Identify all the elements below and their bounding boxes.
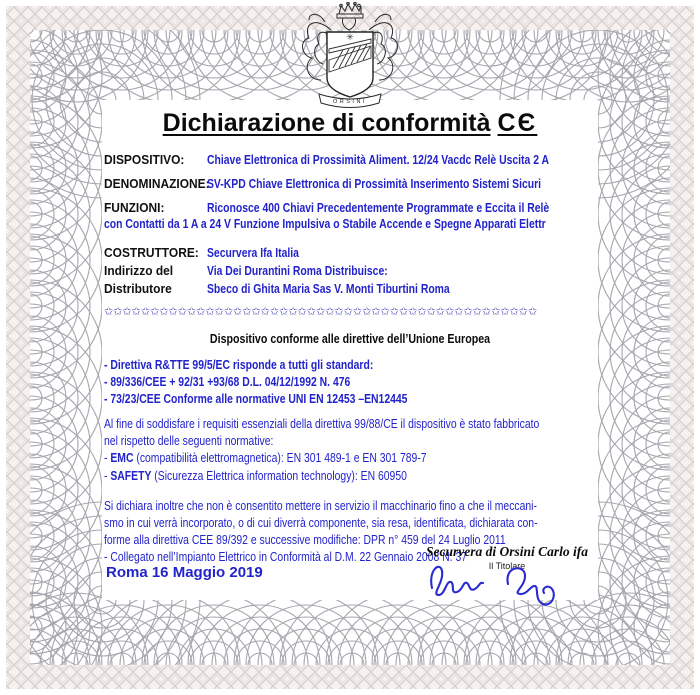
declaration-line: forme alla direttiva CEE 89/392 e successive modifiche: DPR n° 459 del 24 Luglio 2011 (104, 532, 506, 547)
norms-list (104, 449, 596, 485)
stars-divider: ✩✩✩✩✩✩✩✩✩✩✩✩✩✩✩✩✩✩✩✩✩✩✩✩✩✩✩✩✩✩✩✩✩✩✩✩✩✩✩✩✩✩✩✩✩✩✩ (104, 305, 538, 318)
field-row-funzioni (104, 199, 596, 216)
handwritten-signature (420, 556, 588, 606)
funzioni-continuation: con Contatti da 1 A a 24 V Funzione Impulsiva o Stabile Accende e Spegne Apparati Elettr (104, 216, 546, 231)
compliance-line: nel rispetto delle seguenti normative: (104, 433, 274, 448)
field-label: Distributore (104, 281, 172, 296)
directives-list (104, 356, 596, 407)
certificate-content (104, 106, 596, 606)
ce-mark: CЄ (497, 109, 538, 137)
coat-of-arms (281, 2, 419, 110)
shield-snowflake-icon: ✳ (346, 32, 354, 42)
declaration-line: smo in cui verrà incorporato, o di cui diverrà componente, sia resa, identificata, dichiarata con- (104, 515, 538, 530)
field-value: SV-KPD Chiave Elettronica di Prossimità Inserimento Sistemi Sicuri (207, 176, 542, 191)
crown-base (337, 14, 363, 18)
field-value: Securvera Ifa Italia (207, 245, 299, 260)
field-label: DISPOSITIVO: (104, 152, 185, 167)
norm-term: EMC (110, 450, 134, 465)
field-value: Sbeco di Ghita Maria Sas V. Monti Tiburtini Roma (207, 281, 450, 296)
signatory-name: Securvera di Orsini Carlo ifa (425, 544, 588, 559)
field-value: Riconosce 400 Chiavi Precedentemente Programmate e Eccita il Relè (207, 200, 550, 215)
norm-term: SAFETY (110, 468, 152, 483)
norm-prefix: - (104, 450, 111, 465)
directive-line: - 73/23/CEE Conforme alle normative UNI EN 12453 –EN12445 (104, 391, 408, 406)
norm-prefix: - (104, 468, 111, 483)
field-row-indirizzo (104, 262, 596, 279)
plume-left (309, 14, 325, 22)
manufacturer-block (104, 244, 596, 297)
norm-line-emc (104, 449, 498, 467)
signature-block (412, 544, 602, 571)
title-text: Dichiarazione di conformità (162, 109, 491, 137)
crest-banner-text: ORSINI (333, 99, 367, 105)
field-row-costruttore (104, 244, 596, 261)
field-label: Indirizzo del (104, 263, 174, 278)
field-row-dispositivo (104, 151, 596, 168)
plume-right (375, 14, 391, 22)
norm-rest: (Sicurezza Elettrica information technology): EN 60950 (151, 468, 407, 483)
field-label: COSTRUTTORE: (104, 245, 199, 260)
field-value: Chiave Elettronica di Prossimità Aliment. 12/24 Vacdc Relè Uscita 2 A (207, 152, 549, 167)
directive-line: - 89/336/CEE + 92/31 +93/68 D.L. 04/12/1992 N. 476 (104, 374, 351, 389)
norm-line-safety (104, 467, 498, 485)
field-label: FUNZIONI: (104, 200, 165, 215)
declaration-line: Si dichiara inoltre che non è consentito mettere in servizio il macchinario fino a che il meccani- (104, 498, 537, 513)
field-row-distributore (104, 280, 596, 297)
compliance-line: Al fine di soddisfare i requisiti essenziali della direttiva 99/88/CE il dispositivo è stato fabbricato (104, 416, 540, 431)
field-row-denominazione (104, 175, 596, 192)
helm (342, 18, 355, 30)
eu-directives-heading: Dispositivo conforme alle direttive dell’Unione Europea (209, 331, 491, 346)
place-date: Roma 16 Maggio 2019 (106, 564, 263, 581)
field-label: DENOMINAZIONE: (104, 176, 210, 191)
page-title (104, 108, 596, 138)
norm-rest: (compatibilità elettromagnetica): EN 301 489-1 e EN 301 789-7 (133, 450, 427, 465)
field-value: Via Dei Durantini Roma Distribuisce: (207, 263, 388, 278)
directive-line: - Direttiva R&TTE 99/5/EC risponde a tutti gli standard: (104, 357, 374, 372)
signatory-role: Il Titolare (488, 561, 526, 571)
declaration-line: - Collegato nell’Impianto Elettrico in Conformità al D.M. 22 Gennaio 2008 N. 37 (104, 549, 468, 564)
compliance-paragraph (104, 415, 596, 449)
